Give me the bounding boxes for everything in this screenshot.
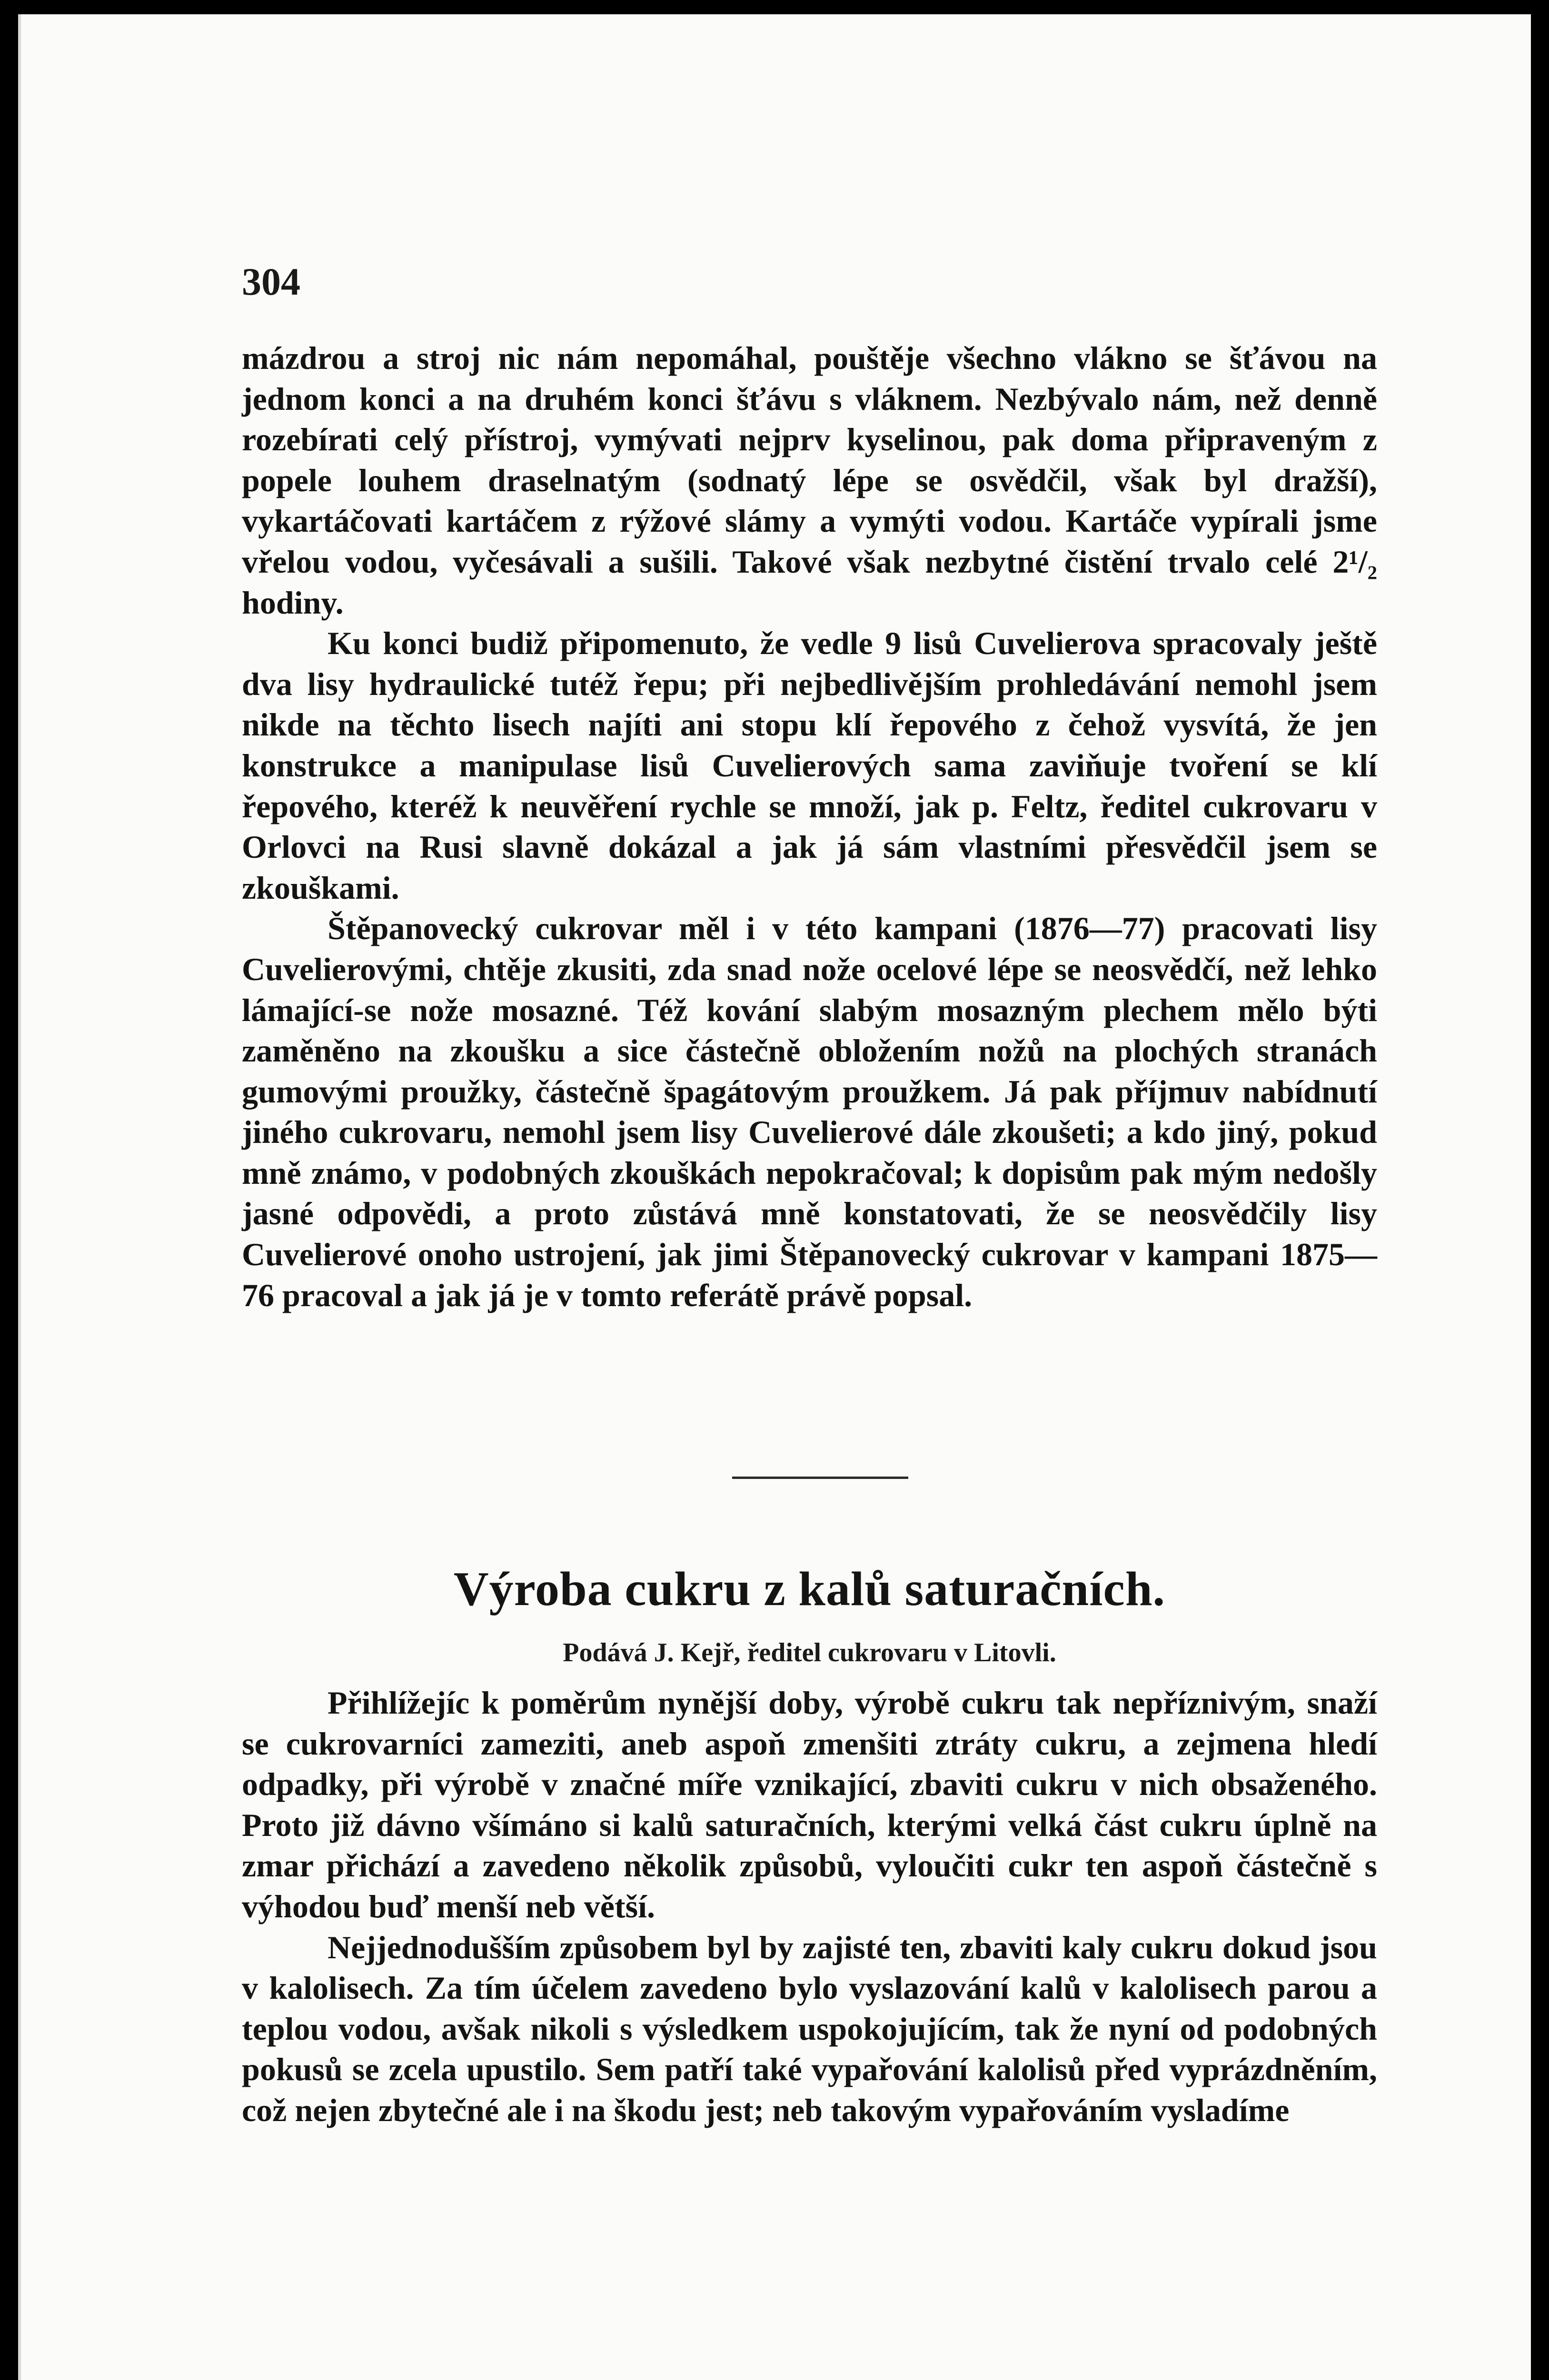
paragraph-cuvelier-presses: Ku konci budiž připomenuto, že vedle 9 lisů Cuvelierova spracovaly ještě dva lisy hydraulické tutéž řepu; při nejbedlivějším prohledávání nemohl jsem nikde na těchto lisech najíti ani stopu klí řepového z čehož vysvítá, že jen konstrukce a manipulase lisů Cuvelierových sama zaviňuje tvoření se klí řepového, kteréž k neuvěření rychle se množí, jak p. Feltz, ředitel cukrovaru v Orlovci na Rusi slavně dokázal a jak já sám vlastními přesvědčil jsem se zkouškami. (242, 625, 1377, 906)
article-byline: Podává J. Kejř, ředitel cukrovaru v Litovli. (563, 1638, 1056, 1667)
text-column-top (242, 338, 1377, 1316)
article-paragraph-1: Přihlížejíc k poměrům nynější doby, výrobě cukru tak nepříznivým, snaží se cukrovarníci zameziti, aneb aspoň zmenšiti ztráty cukru, a zejmena hledí odpadky, při výrobě v značné míře vznikající, zbaviti cukru v nich obsaženého. Proto již dávno všímáno si kalů saturačních, kterými velká část cukru úplně na zmar přichází a zavedeno několik způsobů, vyloučiti cukr ten aspoň částečně s výhodou buď menší neb větší. (242, 1685, 1377, 1924)
text-column-article (242, 1683, 1377, 2131)
book-page (18, 14, 1531, 2380)
paragraph-stepanovec-trial: Štěpanovecký cukrovar měl i v této kampani (1876—77) pracovati lisy Cuvelierovými, chtěje zkusiti, zda snad nože ocelové lépe se neosvědčí, než lehko lámající-se nože mosazné. Též kování slabým mosazným plechem mělo býti zaměněno na zkoušku a sice částečně obložením nožů na plochých stranách gumovými proužky, částečně špagátovým proužkem. Já pak příjmuv nabídnutí jiného cukrovaru, nemohl jsem lisy Cuvelierové dále zkoušeti; a kdo jiný, pokud mně známo, v podobných zkouškách nepokračoval; k dopisům pak mým nedošly jasné odpovědi, a proto zůstává mně konstatovati, že se neosvědčily lisy Cuvelierové onoho ustrojení, jak jimi Štěpanovecký cukrovar v kampani 1875—76 pracoval a jak já je v tomto referátě právě popsal. (242, 910, 1377, 1313)
page-number: 304 (242, 260, 300, 303)
section-divider (732, 1477, 908, 1479)
article-paragraph-2: Nejjednodušším způsobem byl by zajisté ten, zbaviti kaly cukru dokud jsou v kalolisech. Za tím účelem zavedeno bylo vyslazování kalů v kalolisech parou a teplou vodou, avšak nikoli s výsledkem uspokojujícím, tak že nyní od podobných pokusů se zcela upustilo. Sem patří také vypařování kalolisů před vyprázdněním, což nejen zbytečné ale i na škodu jest; neb takovým vypařováním vysladíme (242, 1929, 1377, 2128)
continuation-paragraph: mázdrou a stroj nic nám nepomáhal, pouštěje všechno vlákno se šťávou na jednom konci a na druhém konci šťávu s vláknem. Nezbývalo nám, než denně rozebírati celý přístroj, vymývati nejprv kyselinou, pak doma připraveným z popele louhem draselnatým (sodnatý lépe se osvědčil, však byl dražší), vykartáčovati kartáčem z rýžové slámy a vymýti vodou. Kartáče vypírali jsme vřelou vodou, vyčesávali a sušili. Takové však nezbytné čistění trvalo celé 2¹/₂ hodiny. (242, 340, 1377, 621)
article-title: Výroba cukru z kalů saturačních. (453, 1562, 1166, 1616)
page-edge-left (18, 14, 21, 2380)
